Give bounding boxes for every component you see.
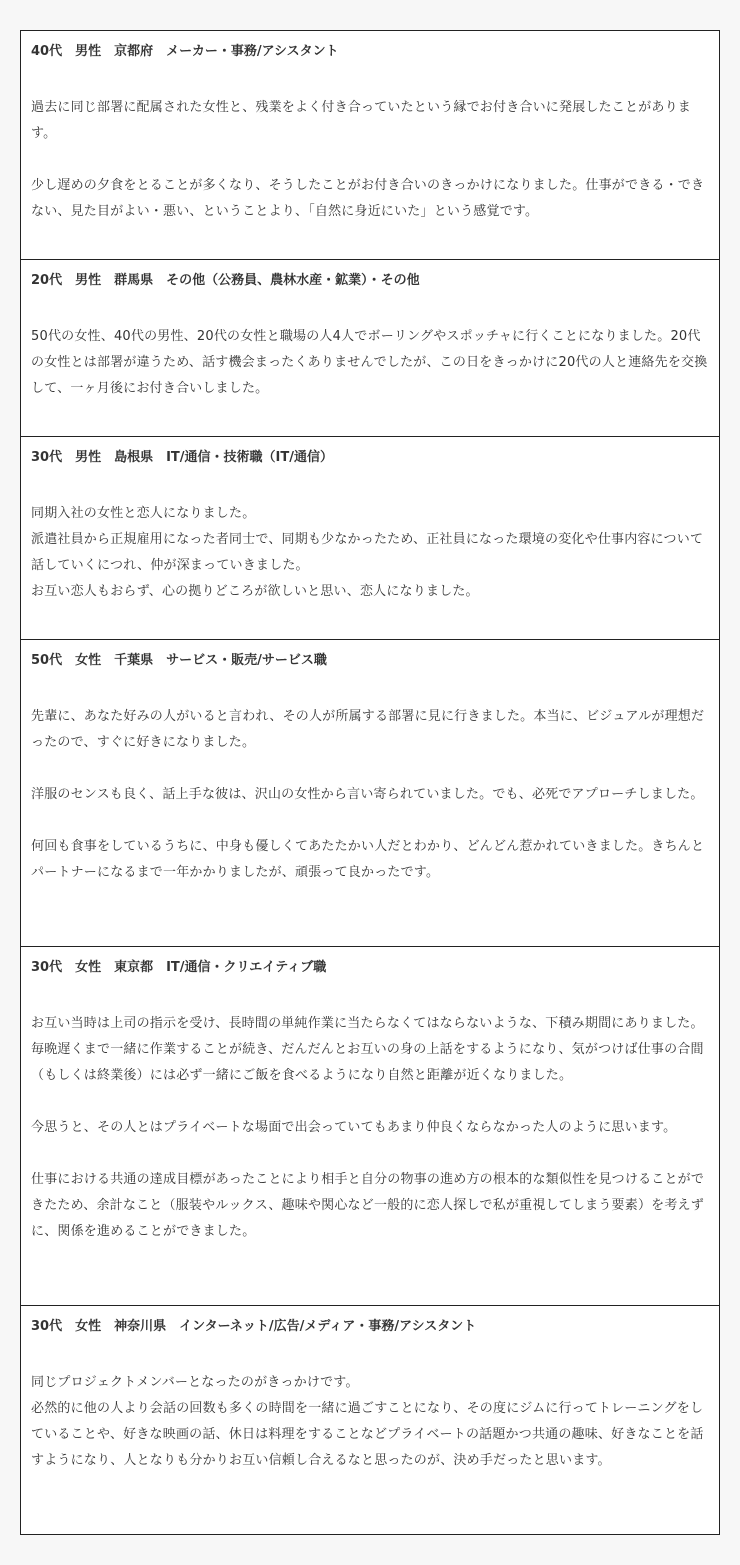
entry-paragraph: 派遣社員から正規雇用になった者同士で、同期も少なかったため、正社員になった環境の変化や仕事内容について話していくにつれ、仲が深まっていきました。 — [31, 532, 704, 573]
entry-paragraph: 同じプロジェクトメンバーとなったのがきっかけです。 — [31, 1375, 359, 1390]
entry-header: 40代 男性 京都府 メーカー・事務/アシスタント — [31, 44, 339, 59]
entry-paragraph: 何回も食事をしているうちに、中身も優しくてあたたかい人だとわかり、どんどん惹かれていきました。きちんとパートナーになるまで一年かかりましたが、頑張って良かったです。 — [31, 839, 705, 880]
entry-paragraph: 過去に同じ部署に配属された女性と、残業をよく付き合っていたという縁でお付き合いに発展したことがあります。 — [31, 100, 692, 141]
entry-paragraph: 少し遅めの夕食をとることが多くなり、そうしたことがお付き合いのきっかけになりました。仕事ができる・できない、見た目がよい・悪い、ということより、「自然に身近にいた」という感覚です。 — [31, 178, 705, 219]
entry-paragraph: 今思うと、その人とはプライベートな場面で出会っていてもあまり仲良くならなかった人のように思います。 — [31, 1120, 677, 1135]
entry-body — [31, 324, 709, 402]
entry-paragraph: 先輩に、あなた好みの人がいると言われ、その人が所属する部署に見に行きました。本当に、ビジュアルが理想だったので、すぐに好きになりました。 — [31, 709, 705, 750]
testimonial-entry — [21, 260, 719, 437]
entry-header: 30代 女性 東京都 IT/通信・クリエイティブ職 — [31, 960, 327, 975]
paragraph-gap — [31, 756, 709, 782]
testimonials-table — [20, 30, 720, 1535]
entry-paragraph: お互い当時は上司の指示を受け、長時間の単純作業に当たらなくてはならないような、下積み期間にありました。毎晩遅くまで一緒に作業することが続き、だんだんとお互いの身の上話をするようになり、気がつけば仕事の合間（もしくは終業後）には必ず一緒にご飯を食べるようになり自然と距離が近くなりました。 — [31, 1016, 704, 1083]
testimonial-entry — [21, 640, 719, 947]
entry-paragraph: お互い恋人もおらず、心の拠りどころが欲しいと思い、恋人になりました。 — [31, 584, 479, 599]
testimonial-entry — [21, 31, 719, 260]
testimonial-entry — [21, 947, 719, 1306]
entry-header: 20代 男性 群馬県 その他（公務員、農林水産・鉱業）・その他 — [31, 273, 420, 288]
paragraph-gap — [31, 1141, 709, 1167]
entry-paragraph: 必然的に他の人より会話の回数も多くの時間を一緒に過ごすことになり、その度にジムに行ってトレーニングをしていることや、好きな映画の話、休日は料理をすることなどプライベートの話題かつ共通の趣味、好きなことを話すようになり、人となりも分かりお互い信頼し合えるなと思ったのが、決め手だったと思います。 — [31, 1401, 704, 1468]
entry-header: 30代 女性 神奈川県 インターネット/広告/メディア・事務/アシスタント — [31, 1319, 477, 1334]
entry-paragraph: 同期入社の女性と恋人になりました。 — [31, 506, 256, 521]
entry-paragraph: 50代の女性、40代の男性、20代の女性と職場の人4人でボーリングやスポッチャに行くことになりました。20代の女性とは部署が違うため、話す機会まったくありませんでしたが、この日をきっかけに20代の人と連絡先を交換して、一ヶ月後にお付き合いしました。 — [31, 329, 708, 396]
paragraph-gap — [31, 147, 709, 173]
paragraph-gap — [31, 808, 709, 834]
entry-body — [31, 95, 709, 225]
testimonial-entry — [21, 437, 719, 640]
entry-paragraph: 仕事における共通の達成目標があったことにより相手と自分の物事の進め方の根本的な類似性を見つけることができたため、余計なこと（服装やルックス、趣味や関心など一般的に恋人探しで私が重視してしまう要素）を考えずに、関係を進めることができました。 — [31, 1172, 705, 1239]
entry-header: 30代 男性 島根県 IT/通信・技術職（IT/通信） — [31, 450, 333, 465]
entry-header: 50代 女性 千葉県 サービス・販売/サービス職 — [31, 653, 327, 668]
testimonial-entry — [21, 1306, 719, 1534]
entry-body — [31, 1370, 709, 1474]
entry-paragraph: 洋服のセンスも良く、話上手な彼は、沢山の女性から言い寄られていました。でも、必死でアプローチしました。 — [31, 787, 704, 802]
entry-body — [31, 704, 709, 886]
entry-body — [31, 1011, 709, 1245]
paragraph-gap — [31, 1089, 709, 1115]
entry-body — [31, 501, 709, 605]
